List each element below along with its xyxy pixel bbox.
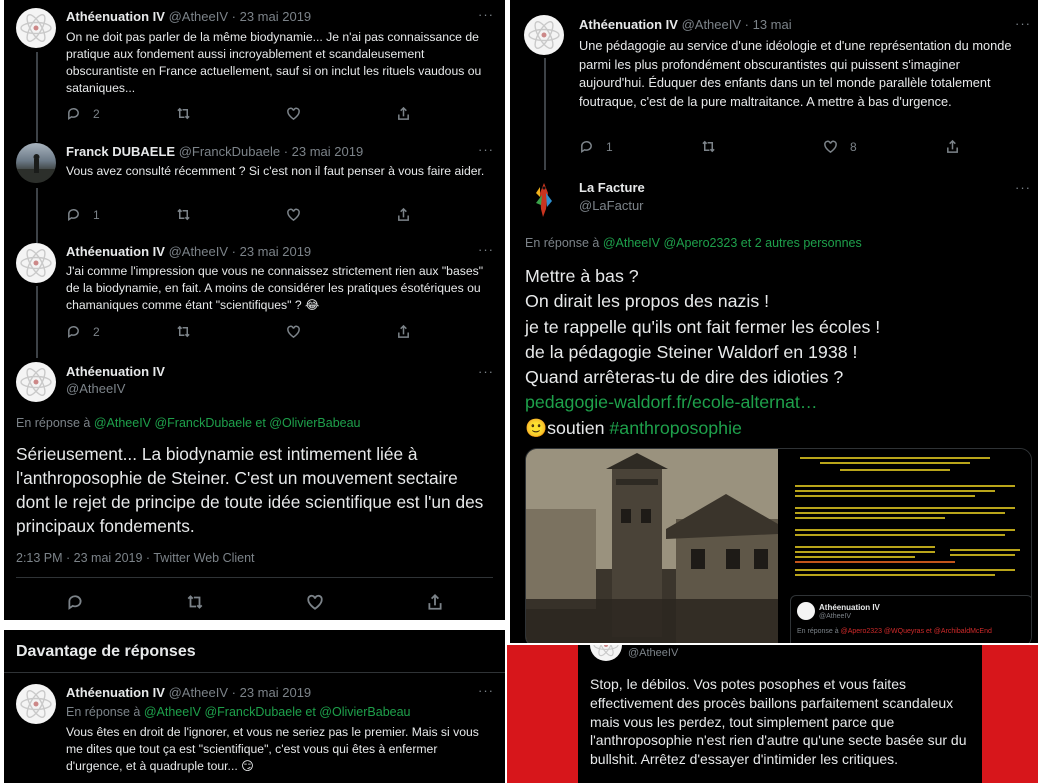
tweet-date[interactable]: · 13 mai: [744, 17, 792, 32]
share-icon: [396, 324, 411, 339]
reply-users[interactable]: @AtheeIV @Apero2323 et 2 autres personnes: [602, 236, 862, 250]
reply-context: [525, 236, 862, 250]
author-handle[interactable]: @AtheeIV: [168, 9, 229, 24]
author-handle[interactable]: @AtheeIV: [168, 244, 229, 259]
reply-prefix: En réponse à: [16, 416, 91, 430]
author-name[interactable]: La Facture: [579, 180, 645, 195]
share-icon: [396, 207, 411, 222]
reply-button[interactable]: [66, 207, 176, 222]
embedded-tweet[interactable]: [790, 595, 1032, 643]
reply-icon: [66, 106, 81, 121]
retweet-button[interactable]: [701, 139, 823, 154]
reply-count: 1: [606, 139, 613, 154]
hashtag-link[interactable]: #anthroposophie: [609, 417, 742, 438]
like-count: 8: [850, 139, 857, 154]
more-replies-panel: [4, 630, 505, 783]
tweet-link[interactable]: pedagogie-waldorf.fr/ecole-alternat…: [525, 392, 818, 413]
author-handle[interactable]: @AtheeIV: [168, 685, 229, 700]
more-options-button[interactable]: ···: [478, 242, 494, 257]
author-name[interactable]: Athéenuation IV: [66, 685, 165, 700]
embedded-author-handle: @AtheeIV: [819, 613, 852, 620]
reply-users: @Apero2323 @WQueyras et @ArchibaldMcEnd: [840, 628, 992, 635]
retweet-icon: [186, 593, 204, 611]
tweet-meta: 2:13 PM · 23 mai 2019 · Twitter Web Client: [16, 551, 255, 565]
share-icon: [396, 106, 411, 121]
author-name[interactable]: Franck DUBAELE: [66, 144, 176, 159]
reply-icon: [579, 139, 594, 154]
like-button[interactable]: [286, 324, 396, 339]
like-button[interactable]: [306, 593, 426, 611]
tweet-header: [66, 364, 165, 379]
tweet-actions: [66, 324, 505, 339]
reply-context: [16, 416, 361, 430]
reply-count: 2: [93, 106, 100, 121]
tweet-date[interactable]: · 23 mai 2019: [231, 244, 312, 259]
main-tweet-text: [525, 264, 1025, 441]
reply-button[interactable]: [579, 139, 701, 154]
tweet-text: Vous avez consulté récemment ? Si c'est non il faut penser à vous faire aider.: [66, 164, 485, 178]
tweet-header: [66, 381, 125, 396]
tweet-header: [66, 9, 311, 24]
historic-photo[interactable]: [526, 449, 778, 643]
heart-icon: [286, 324, 301, 339]
tweet-actions: [66, 207, 505, 222]
embedded-avatar: [797, 602, 815, 620]
tweet-line: [525, 416, 1025, 441]
reply-button[interactable]: [66, 593, 186, 611]
reply-prefix: En réponse à: [797, 628, 839, 635]
tweet-date[interactable]: · 23 mai 2019: [231, 685, 312, 700]
author-handle[interactable]: @AtheeIV: [681, 17, 742, 32]
reply-icon: [66, 593, 84, 611]
like-button[interactable]: [823, 139, 945, 154]
embedded-author-name: Athéenuation IV: [819, 603, 880, 612]
divider: [16, 577, 493, 578]
quoted-tweet-panel: [578, 645, 982, 783]
more-replies-heading[interactable]: Davantage de réponses: [16, 643, 196, 660]
heart-icon: [286, 106, 301, 121]
share-button[interactable]: [396, 207, 505, 222]
author-handle[interactable]: @LaFactur: [579, 198, 644, 213]
tweet-line-text: soutien: [547, 417, 610, 438]
avatar[interactable]: [16, 684, 56, 724]
share-button[interactable]: [396, 324, 505, 339]
reply-icon: [66, 324, 81, 339]
reply-prefix: En réponse à: [66, 705, 141, 719]
more-options-button[interactable]: ···: [1015, 16, 1031, 31]
share-button[interactable]: [396, 106, 505, 121]
retweet-icon: [176, 324, 191, 339]
tweet-date[interactable]: · 23 mai 2019: [231, 9, 312, 24]
more-options-button[interactable]: ···: [1015, 180, 1031, 195]
tweet-text: On ne doit pas parler de la même biodynamie... Je n'ai pas connaissance de pratique aux fondement aussi incroyablement et scandaleusement obscurantiste en France actuellement, sauf si on inclut les rituels vaudous ou sataniques...: [66, 30, 482, 95]
tweet-header: [66, 685, 311, 700]
heart-icon: [306, 593, 324, 611]
reply-count: 2: [93, 324, 100, 339]
share-icon: [945, 139, 960, 154]
tweet-header: [628, 647, 678, 659]
reply-icon: [66, 207, 81, 222]
reply-button[interactable]: [66, 106, 176, 121]
like-button[interactable]: [286, 106, 396, 121]
media-card[interactable]: [525, 448, 1032, 643]
tweet-header: [579, 180, 645, 195]
avatar[interactable]: [524, 15, 564, 55]
author-name[interactable]: Athéenuation IV: [66, 9, 165, 24]
share-button[interactable]: [426, 593, 486, 611]
avatar[interactable]: [524, 179, 564, 219]
author-name[interactable]: Athéenuation IV: [579, 17, 678, 32]
more-options-button[interactable]: ···: [478, 7, 494, 22]
embedded-reply-context: [797, 628, 992, 635]
retweet-button[interactable]: [186, 593, 306, 611]
heart-icon: [823, 139, 838, 154]
heart-icon: [286, 207, 301, 222]
tweet-line: je te rappelle qu'ils ont fait fermer les écoles !: [525, 316, 881, 337]
reply-users[interactable]: @AtheeIV @FranckDubaele et @OlivierBabeau: [143, 705, 411, 719]
retweet-button[interactable]: [176, 207, 286, 222]
avatar[interactable]: [16, 362, 56, 402]
tweet-header: [66, 244, 311, 259]
reply-users[interactable]: @AtheeIV @FranckDubaele et @OlivierBabeau: [93, 416, 361, 430]
tweet-line: de la pédagogie Steiner Waldorf en 1938 !: [525, 341, 858, 362]
avatar[interactable]: [16, 8, 56, 48]
thread-line: [544, 58, 546, 170]
tweet-line: Quand arrêteras-tu de dire des idioties ?: [525, 367, 844, 388]
tweet-actions: [579, 139, 985, 154]
tweet-text: Vous êtes en droit de l'ignorer, et vous ne seriez pas le premier. Mais si vous me dites que tout ça est "scientifique", c'est vous qui êtes à enfermer d'urgence, et à quadruple tour... 😏: [66, 725, 479, 773]
tweet-actions: [66, 106, 505, 121]
left-thread-panel: [4, 0, 505, 620]
right-thread-panel: [510, 0, 1038, 643]
share-button[interactable]: [945, 139, 985, 154]
reply-prefix: En réponse à: [525, 236, 600, 250]
tweet-text: Une pédagogie au service d'une idéologie et d'une représentation du monde parmi les plus profondément obscurantistes qui puissent s'imaginer aujourd'hui. Éduquer des enfants dans un tel monde parallèle totalement foutraque, c'est de la pure maltraitance. A mettre à bas d'urgence.: [579, 38, 1012, 109]
tweet-date[interactable]: · 23 mai 2019: [283, 144, 364, 159]
retweet-icon: [176, 106, 191, 121]
tweet-header: [579, 198, 644, 213]
smile-emoji: 🙂: [525, 417, 548, 438]
author-handle[interactable]: @AtheeIV: [628, 647, 679, 659]
author-handle[interactable]: @FranckDubaele: [178, 144, 281, 159]
author-handle[interactable]: @AtheeIV: [66, 381, 126, 396]
retweet-button[interactable]: [176, 106, 286, 121]
reply-button[interactable]: [66, 324, 176, 339]
tweet-line: On dirait les propos des nazis !: [525, 291, 770, 312]
tweet-text: J'ai comme l'impression que vous ne connaissez strictement rien aux "bases" de la biodynamie, en fait. A moins de considérer les pratiques ésotériques ou chamaniques comme étant "scientifiques" ? 😂: [66, 264, 484, 312]
retweet-button[interactable]: [176, 324, 286, 339]
tweet-line: Mettre à bas ?: [525, 266, 639, 286]
retweet-icon: [701, 139, 716, 154]
author-name[interactable]: Athéenuation IV: [66, 244, 165, 259]
thread-line: [36, 52, 38, 142]
thread-line: [36, 188, 38, 243]
avatar[interactable]: [16, 143, 56, 183]
main-tweet-text: Sérieusement... La biodynamie est intimement liée à l'anthroposophie de Steiner. C'est un mouvement sectaire dont le rejet de principe de toute idée scientifique est l'un des principaux fondements.: [16, 444, 484, 536]
like-button[interactable]: [286, 207, 396, 222]
more-options-button[interactable]: ···: [478, 364, 494, 379]
avatar[interactable]: [16, 243, 56, 283]
reply-count: 1: [93, 207, 100, 222]
more-options-button[interactable]: ···: [478, 683, 494, 698]
reply-context: [66, 705, 411, 719]
share-icon: [426, 593, 444, 611]
tweet-text: Stop, le débilos. Vos potes posophes et vous faites effectivement des procès baillons parfaitement scandaleux mais vous les perdez, tout simplement parce que l'anthroposophie n'est rien d'autre qu'une secte basée sur du bullshit. Arrêtez d'essayer d'intimider les critiques.: [590, 676, 967, 768]
author-name[interactable]: Athéenuation IV: [66, 364, 165, 379]
avatar[interactable]: [590, 645, 622, 661]
more-options-button[interactable]: ···: [478, 142, 494, 157]
divider: [4, 672, 505, 673]
tweet-actions: [66, 593, 486, 611]
tweet-header: [66, 144, 363, 159]
tweet-header: [579, 17, 792, 32]
retweet-icon: [176, 207, 191, 222]
thread-line: [36, 286, 38, 358]
